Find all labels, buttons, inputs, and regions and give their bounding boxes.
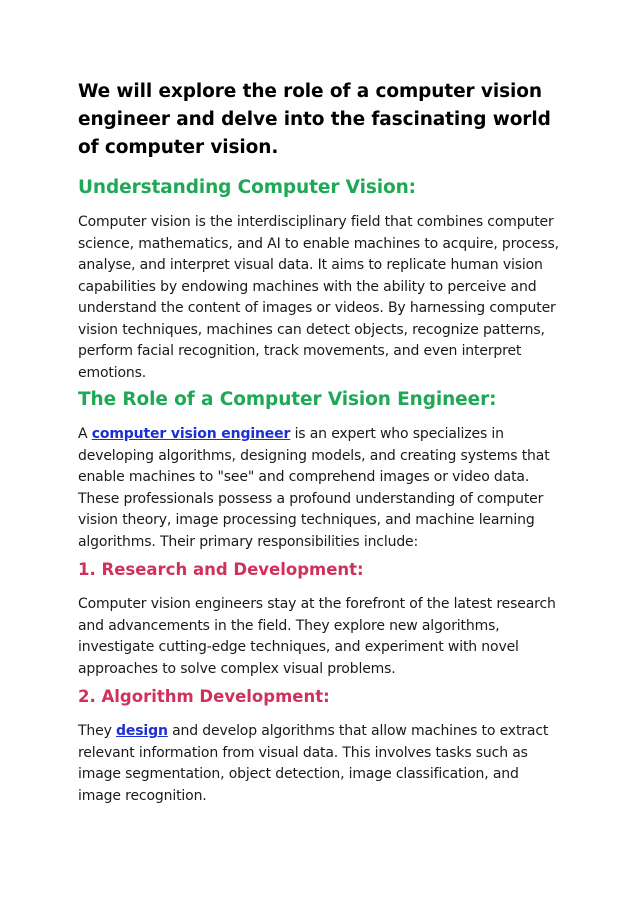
paragraph-algorithm — [78, 721, 562, 807]
paragraph-role-text: is an expert who specializes in developing algorithms, designing models, and creating systems that enable machines to "see" and comprehend images or video data. These professionals possess a profound understanding of computer vision theory, image processing techniques, and machine learning algorithms. Their primary responsibilities include: — [78, 426, 550, 550]
paragraph-role — [78, 424, 562, 553]
design-link[interactable]: design — [116, 723, 168, 739]
paragraph-algorithm-text: and develop algorithms that allow machines to extract relevant information from visual data. This involves tasks such as image segmentation, object detection, image classification, and image recognition. — [78, 723, 549, 804]
paragraph-algorithm-prefix: They — [78, 723, 117, 739]
document-title: We will explore the role of a computer vision engineer and delve into the fascinating world of computer vision. — [78, 81, 551, 158]
paragraph-role-prefix: A — [78, 426, 92, 442]
heading-algorithm-development: 2. Algorithm Development: — [78, 687, 330, 706]
paragraph-research: Computer vision engineers stay at the forefront of the latest research and advancements in the field. They explore new algorithms, investigate cutting-edge techniques, and experiment with novel approaches to solve complex visual problems. — [78, 596, 556, 677]
heading-role-of-engineer: The Role of a Computer Vision Engineer: — [78, 389, 497, 410]
paragraph-understanding: Computer vision is the interdisciplinary field that combines computer science, mathematics, and AI to enable machines to acquire, process, analyse, and interpret visual data. It aims to replicate human vision capabilities by endowing machines with the ability to perceive and understand the content of images or videos. By harnessing computer vision techniques, machines can detect objects, recognize patterns, perform facial recognition, track movements, and even interpret emotions. — [78, 214, 559, 381]
heading-research-and-development: 1. Research and Development: — [78, 560, 364, 579]
document-page — [78, 78, 562, 807]
heading-understanding-computer-vision: Understanding Computer Vision: — [78, 177, 416, 198]
computer-vision-engineer-link[interactable]: computer vision engineer — [91, 426, 291, 442]
